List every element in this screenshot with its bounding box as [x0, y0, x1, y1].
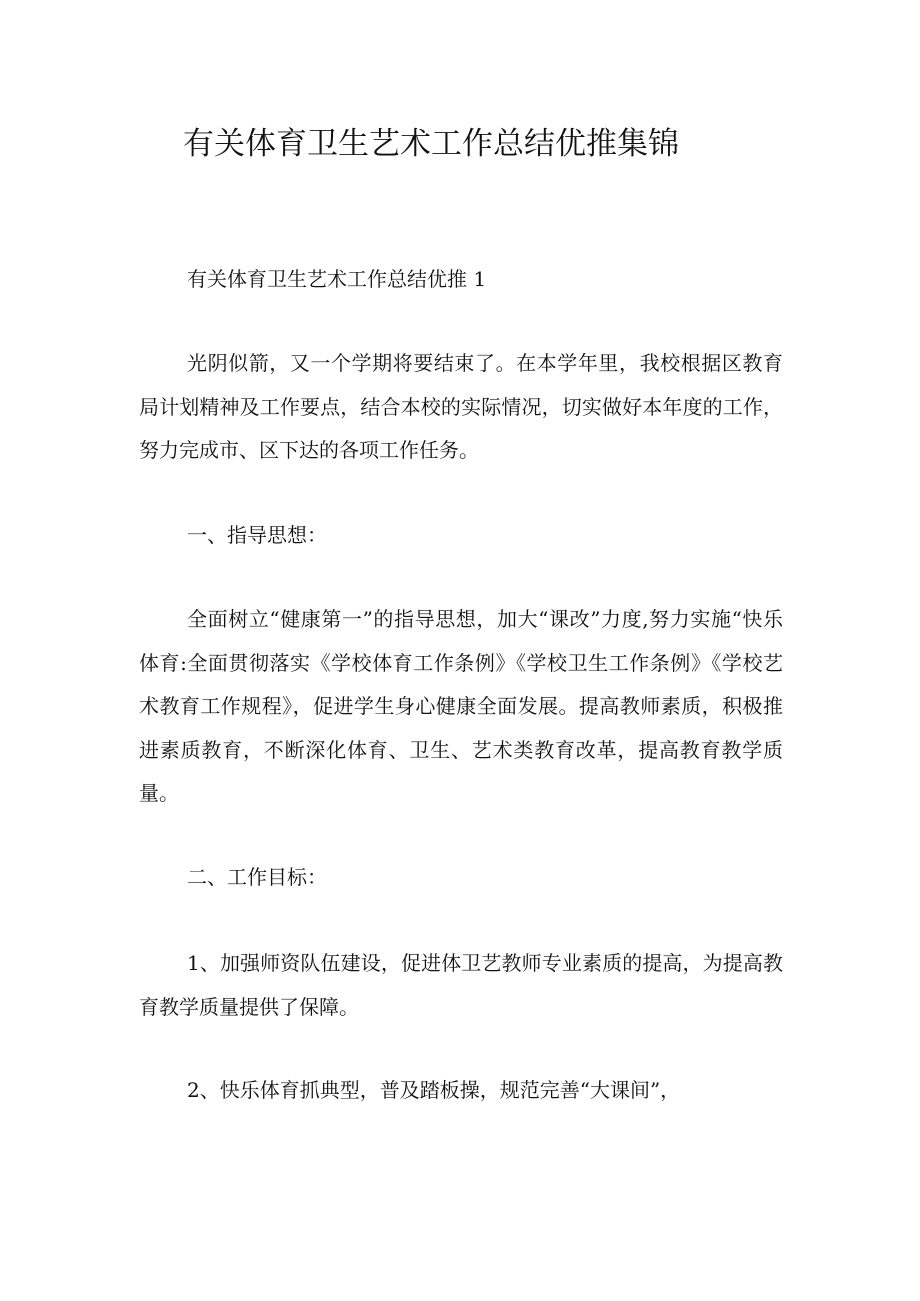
guiding-ideology-paragraph: 全面树立“健康第一”的指导思想，加大“课改”力度,努力实施“快乐体育:全面贯彻落实《学校体育工作条例》《学校卫生工作条例》《学校艺术教育工作规程》，促进学生身心健康全面发展。提高教师素质，积极推进素质教育，不断深化体育、卫生、艺术类教育改革，提高教育教学质量。 — [139, 607, 783, 805]
document-title: 有关体育卫生艺术工作总结优推集锦 — [183, 126, 679, 162]
heading-work-goals: 二、工作目标： — [187, 865, 327, 889]
heading-guiding-ideology: 一、指导思想： — [187, 523, 327, 547]
intro-paragraph: 光阴似箭，又一个学期将要结束了。在本学年里，我校根据区教育局计划精神及工作要点，结合本校的实际情况，切实做好本年度的工作，努力完成市、区下达的各项工作任务。 — [139, 351, 783, 462]
goal-item-1: 1、加强师资队伍建设，促进体卫艺教师专业素质的提高，为提高教育教学质量提供了保障。 — [139, 951, 783, 1019]
goal-item-2: 2、快乐体育抓典型，普及踏板操，规范完善“大课间”， — [187, 1078, 681, 1102]
section-subtitle: 有关体育卫生艺术工作总结优推 1 — [187, 267, 487, 291]
